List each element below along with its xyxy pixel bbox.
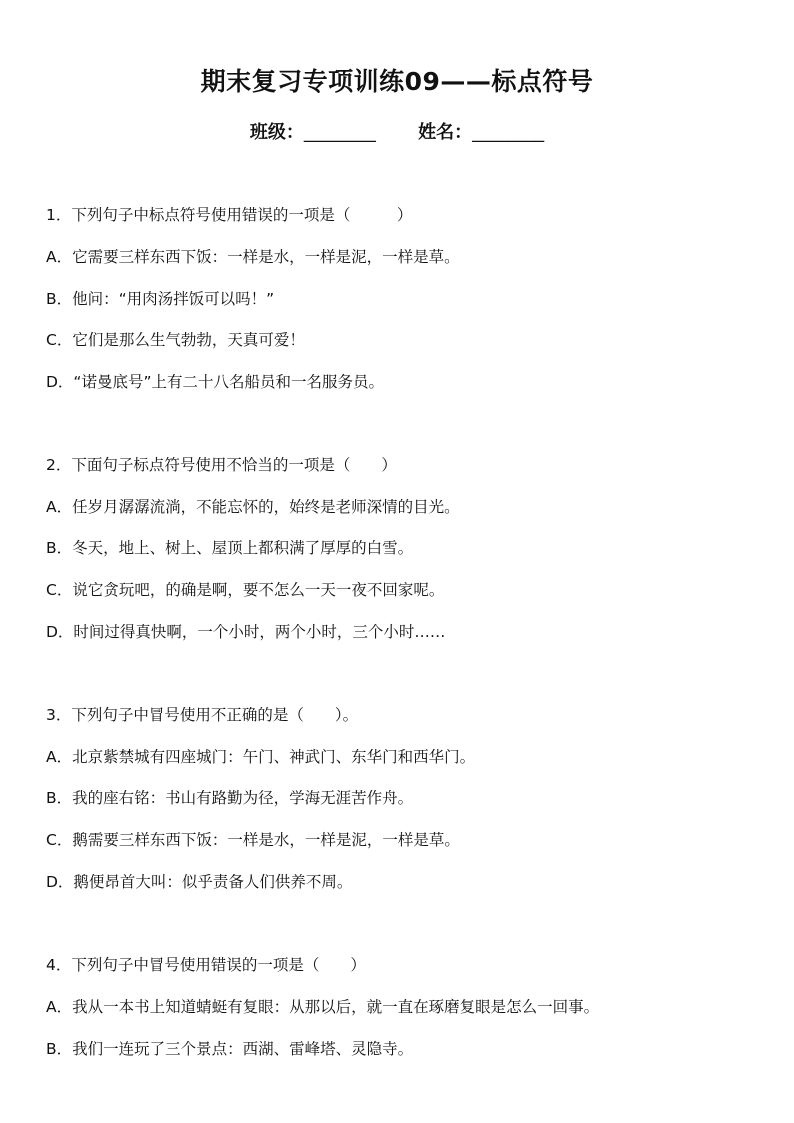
question-1-option-c: C．它们是那么生气勃勃，天真可爱！ bbox=[46, 331, 305, 349]
name-label: 姓名： bbox=[418, 122, 473, 143]
question-3-option-d: D．鹅便昂首大叫：似乎责备人们供养不周。 bbox=[46, 873, 353, 891]
question-1-option-a: A．它需要三样东西下饭：一样是水，一样是泥，一样是草。 bbox=[46, 248, 460, 266]
question-3-stem: 3．下列句子中冒号使用不正确的是（ ）。 bbox=[46, 706, 359, 724]
question-2-option-c: C．说它贪玩吧，的确是啊，要不怎么一天一夜不回家呢。 bbox=[46, 581, 445, 599]
question-3-option-b: B．我的座右铭：书山有路勤为径，学海无涯苦作舟。 bbox=[46, 789, 414, 807]
question-2-option-b: B．冬天，地上、树上、屋顶上都积满了厚厚的白雪。 bbox=[46, 539, 414, 557]
class-blank: ________ bbox=[303, 122, 376, 143]
name-field bbox=[418, 118, 544, 148]
question-3-option-a: A．北京紫禁城有四座城门：午门、神武门、东华门和西华门。 bbox=[46, 748, 476, 766]
question-1-option-b: B．他问：“用肉汤拌饭可以吗！” bbox=[46, 290, 275, 308]
question-2-option-a: A．任岁月潺潺流淌，不能忘怀的，始终是老师深情的目光。 bbox=[46, 498, 460, 516]
question-1-option-d: D．“诺曼底号”上有二十八名船员和一名服务员。 bbox=[46, 373, 384, 391]
question-3-option-c: C．鹅需要三样东西下饭：一样是水，一样是泥，一样是草。 bbox=[46, 831, 460, 849]
class-field bbox=[250, 118, 376, 148]
question-4-option-b: B．我们一连玩了三个景点：西湖、雷峰塔、灵隐寺。 bbox=[46, 1040, 414, 1058]
question-2-stem: 2．下面句子标点符号使用不恰当的一项是（ ） bbox=[46, 456, 397, 474]
question-4-option-a: A．我从一本书上知道蜻蜓有复眼：从那以后，就一直在琢磨复眼是怎么一回事。 bbox=[46, 998, 600, 1016]
question-1-stem: 1．下列句子中标点符号使用错误的一项是（ ） bbox=[46, 206, 413, 224]
page-title: 期末复习专项训练09——标点符号 bbox=[200, 67, 594, 96]
question-4-stem: 4．下列句子中冒号使用错误的一项是（ ） bbox=[46, 956, 366, 974]
name-blank: ________ bbox=[472, 122, 545, 143]
student-info bbox=[0, 118, 794, 148]
question-2-option-d: D．时间过得真快啊，一个小时，两个小时，三个小时…… bbox=[46, 623, 446, 641]
class-label: 班级： bbox=[249, 122, 304, 143]
